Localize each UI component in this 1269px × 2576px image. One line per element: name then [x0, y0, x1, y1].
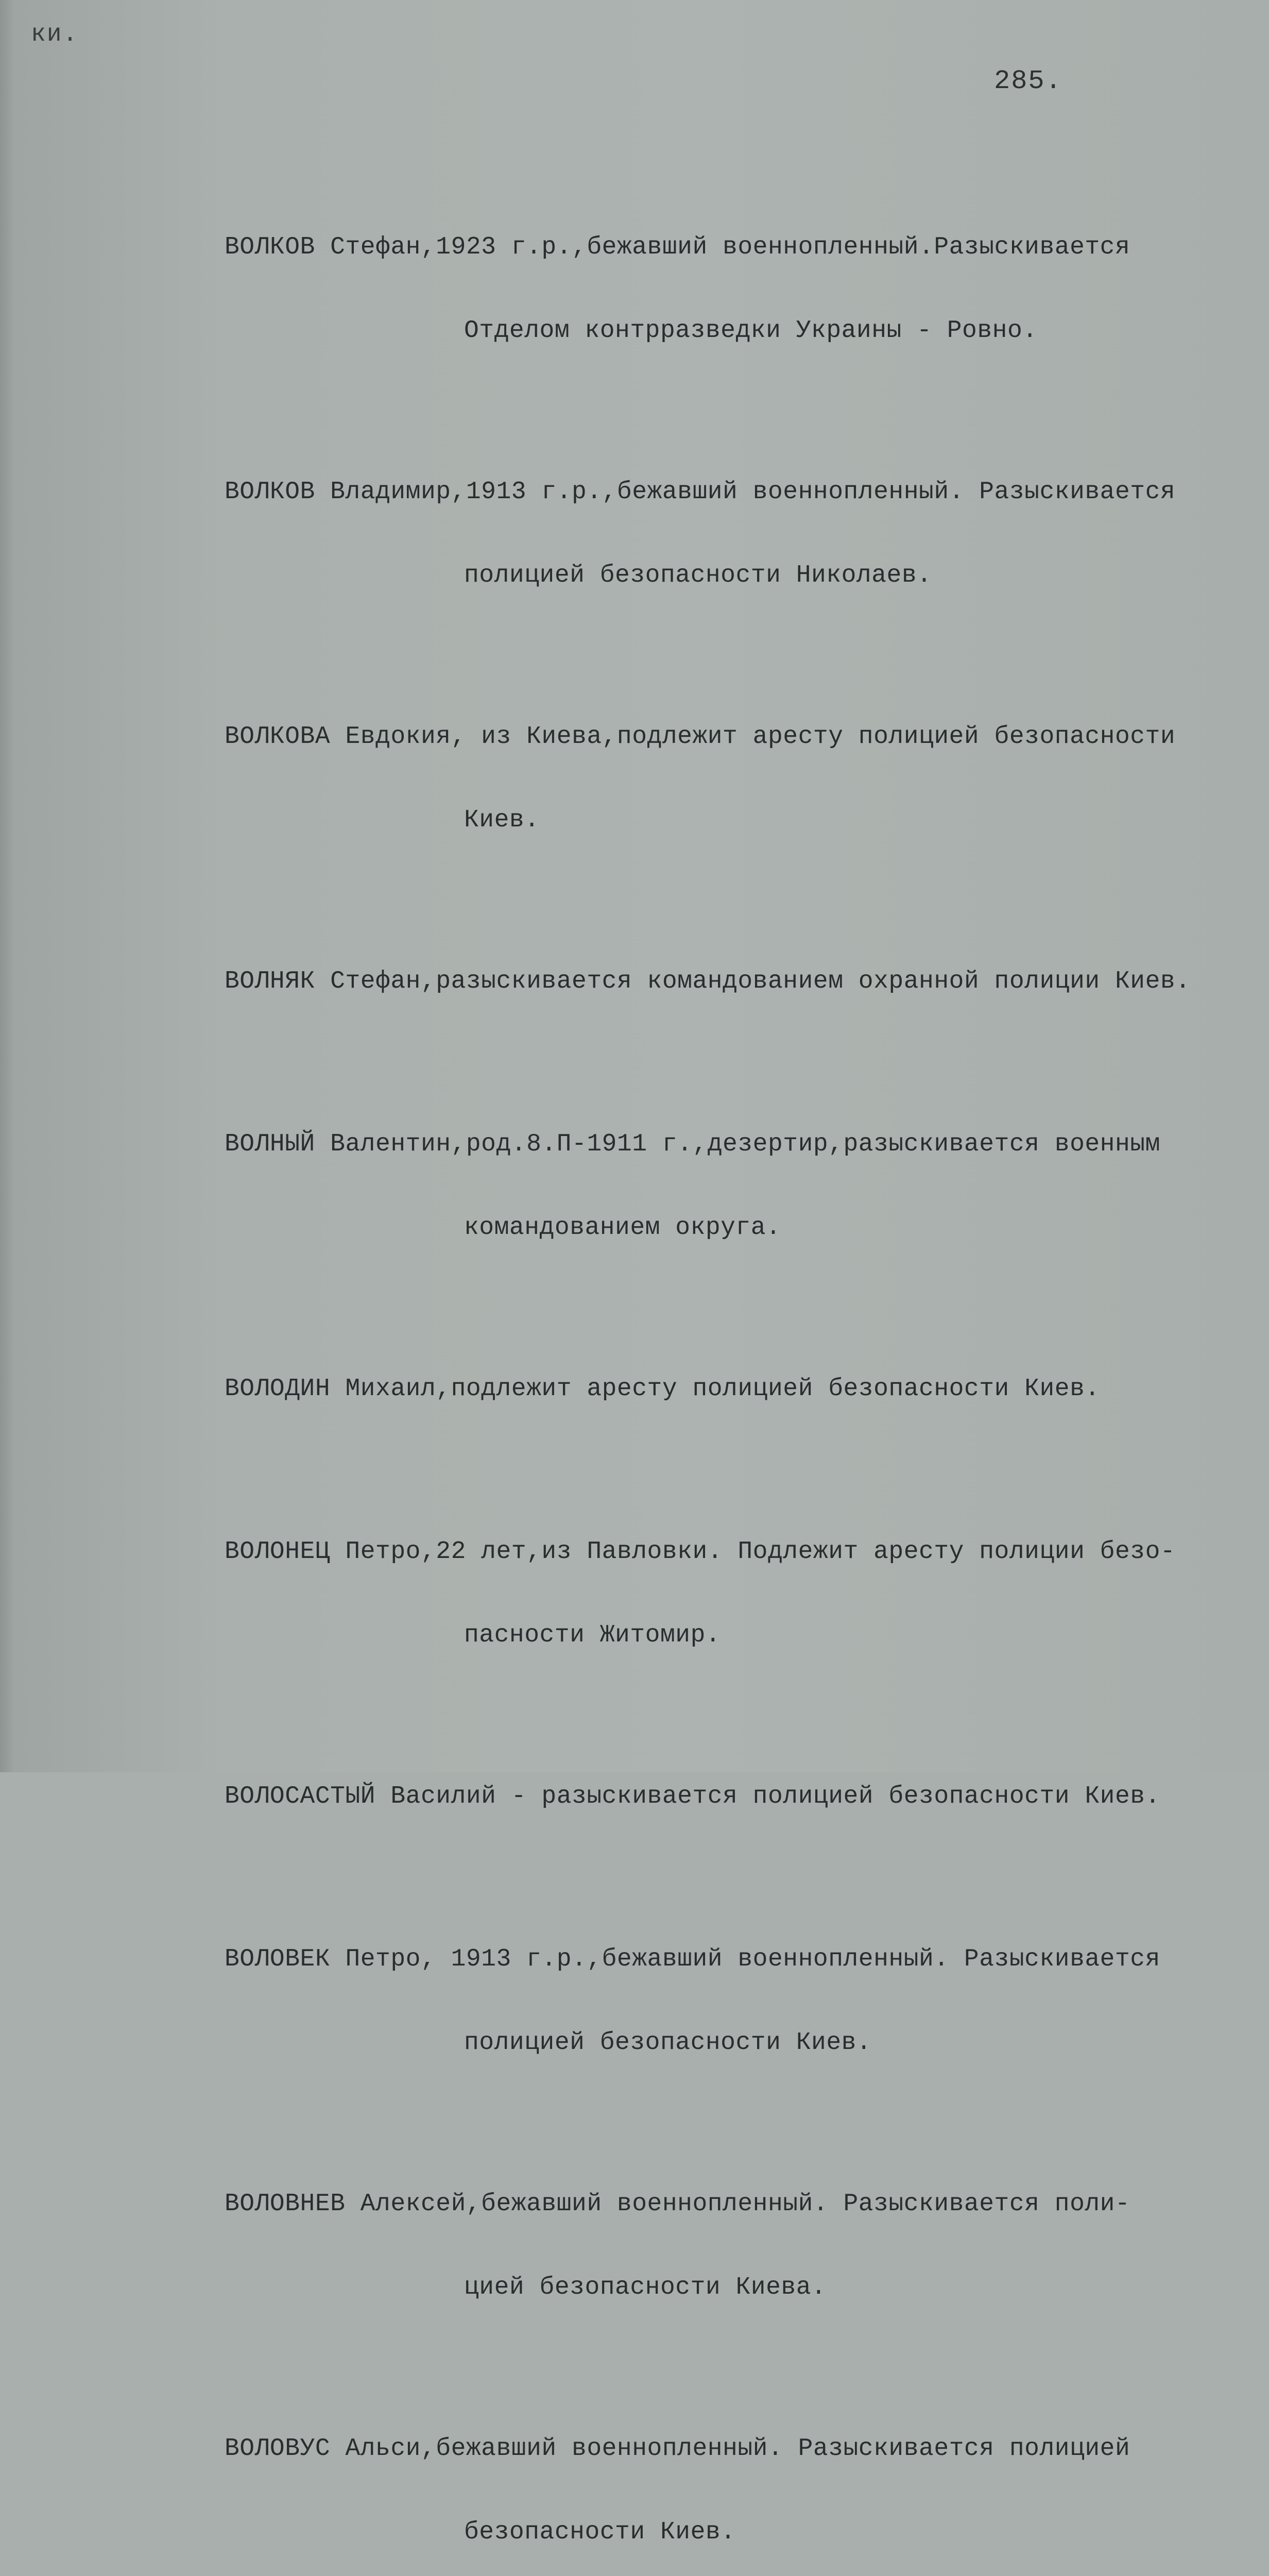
list-item — [225, 1482, 1255, 1705]
list-item — [225, 422, 1255, 645]
entry-line: ВОЛОВНЕВ Алексей,бежавший военнопленный. Разыскивается поли- — [225, 2190, 1130, 2218]
list-item — [225, 1727, 1255, 1866]
entry-continuation: полицией безопасности Киев. — [464, 2029, 872, 2057]
entry-line: ВОЛОВУС Альси,бежавший военнопленный. Разыскивается полицией — [225, 2435, 1130, 2463]
entry-line: ВОЛОНЕЦ Петро,22 лет,из Павловки. Подлежит аресту полиции безо- — [225, 1538, 1176, 1566]
entry-line: ВОЛКОВ Владимир,1913 г.р.,бежавший военнопленный. Разыскивается — [225, 478, 1176, 506]
list-item — [225, 667, 1255, 890]
list-item — [225, 178, 1255, 400]
list-item — [225, 1075, 1255, 1297]
page-edge-shadow — [0, 0, 14, 1772]
wanted-list — [225, 178, 1255, 2576]
list-item — [225, 912, 1255, 1051]
entry-line: ВОЛКОВ Стефан,1923 г.р.,бежавший военнопленный.Разыскивается — [225, 233, 1130, 261]
entry-continuation: пасности Житомир. — [464, 1621, 721, 1649]
entry-continuation: командованием округа. — [464, 1214, 781, 1242]
entry-line: ВОЛОВЕК Петро, 1913 г.р.,бежавший военнопленный. Разыскивается — [225, 1945, 1160, 1973]
entry-continuation: безопасности Киев. — [464, 2518, 736, 2546]
entry-continuation: Киев. — [464, 806, 540, 834]
entry-line: ВОЛОДИН Михаил,подлежит аресту полицией безопасности Киев. — [225, 1375, 1100, 1403]
list-item — [225, 1890, 1255, 2112]
entry-line: ВОЛОСАСТЫЙ Василий - разыскивается полицией безопасности Киев. — [225, 1783, 1160, 1810]
list-item — [225, 1319, 1255, 1459]
page-number: 285. — [994, 66, 1062, 96]
entry-continuation: Отделом контрразведки Украины - Ровно. — [464, 317, 1038, 345]
entry-continuation: цией безопасности Киева. — [464, 2274, 827, 2301]
corner-mark: ки. — [31, 21, 79, 48]
entry-line: ВОЛНЫЙ Валентин,род.8.П-1911 г.,дезертир,разыскивается военным — [225, 1130, 1160, 1158]
entry-line: ВОЛНЯК Стефан,разыскивается командованием охранной полиции Киев. — [225, 968, 1191, 995]
entry-line: ВОЛКОВА Евдокия, из Киева,подлежит аресту полицией безопасности — [225, 723, 1176, 751]
entry-continuation: полицией безопасности Николаев. — [464, 562, 932, 589]
list-item — [225, 2379, 1255, 2576]
list-item — [225, 2134, 1255, 2357]
